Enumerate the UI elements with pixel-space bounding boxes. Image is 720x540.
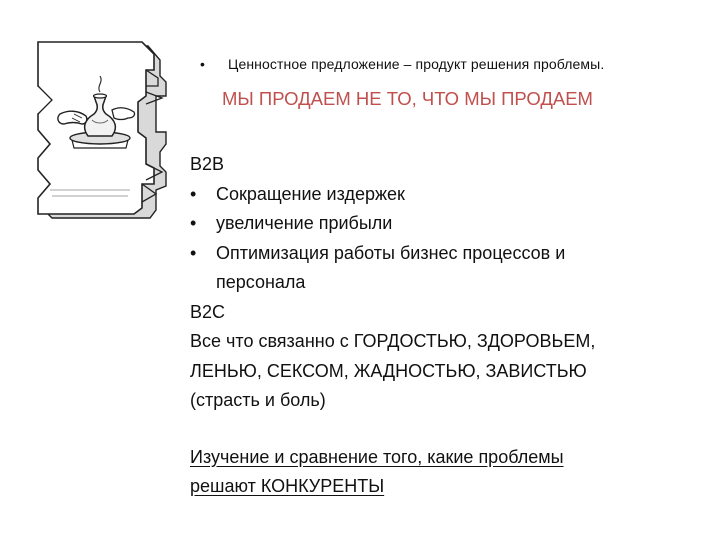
b2b-item-text: Оптимизация работы бизнес процессов и: [216, 242, 566, 263]
b2b-item: [190, 239, 710, 269]
potter-wheel-illustration: [30, 40, 175, 225]
competitors-line: решают КОНКУРЕНТЫ: [190, 476, 385, 496]
b2b-item-text: увеличение прибыли: [216, 213, 393, 233]
value-proposition-bullet: [200, 56, 604, 72]
b2b-item: [190, 180, 710, 210]
b2c-line: ЛЕНЬЮ, СЕКСОМ, ЖАДНОСТЬЮ, ЗАВИСТЬЮ: [190, 360, 587, 381]
b2c-title: B2C: [190, 301, 226, 322]
bullet-marker: •: [190, 183, 197, 204]
main-text-block: [190, 150, 710, 502]
value-proposition-text: Ценностное предложение – продукт решения проблемы.: [228, 56, 605, 72]
headline: МЫ ПРОДАЕМ НЕ ТО, ЧТО МЫ ПРОДАЕМ: [222, 88, 593, 109]
bullet-marker: •: [190, 213, 197, 233]
spacer: [190, 416, 710, 443]
b2c-line: Все что связанно с ГОРДОСТЬЮ, ЗДОРОВЬЕМ,: [190, 331, 596, 351]
potter-at-wheel-icon: [30, 40, 175, 225]
bullet-marker: •: [200, 56, 206, 72]
bullet-marker: •: [190, 242, 197, 263]
b2b-item-continuation: персонала: [216, 272, 306, 292]
competitors-line: Изучение и сравнение того, какие проблемы: [190, 446, 564, 467]
b2c-line: (страсть и боль): [190, 390, 326, 410]
b2b-title: B2B: [190, 154, 225, 174]
b2b-item: [190, 209, 710, 239]
b2b-item-text: Сокращение издержек: [216, 183, 405, 204]
